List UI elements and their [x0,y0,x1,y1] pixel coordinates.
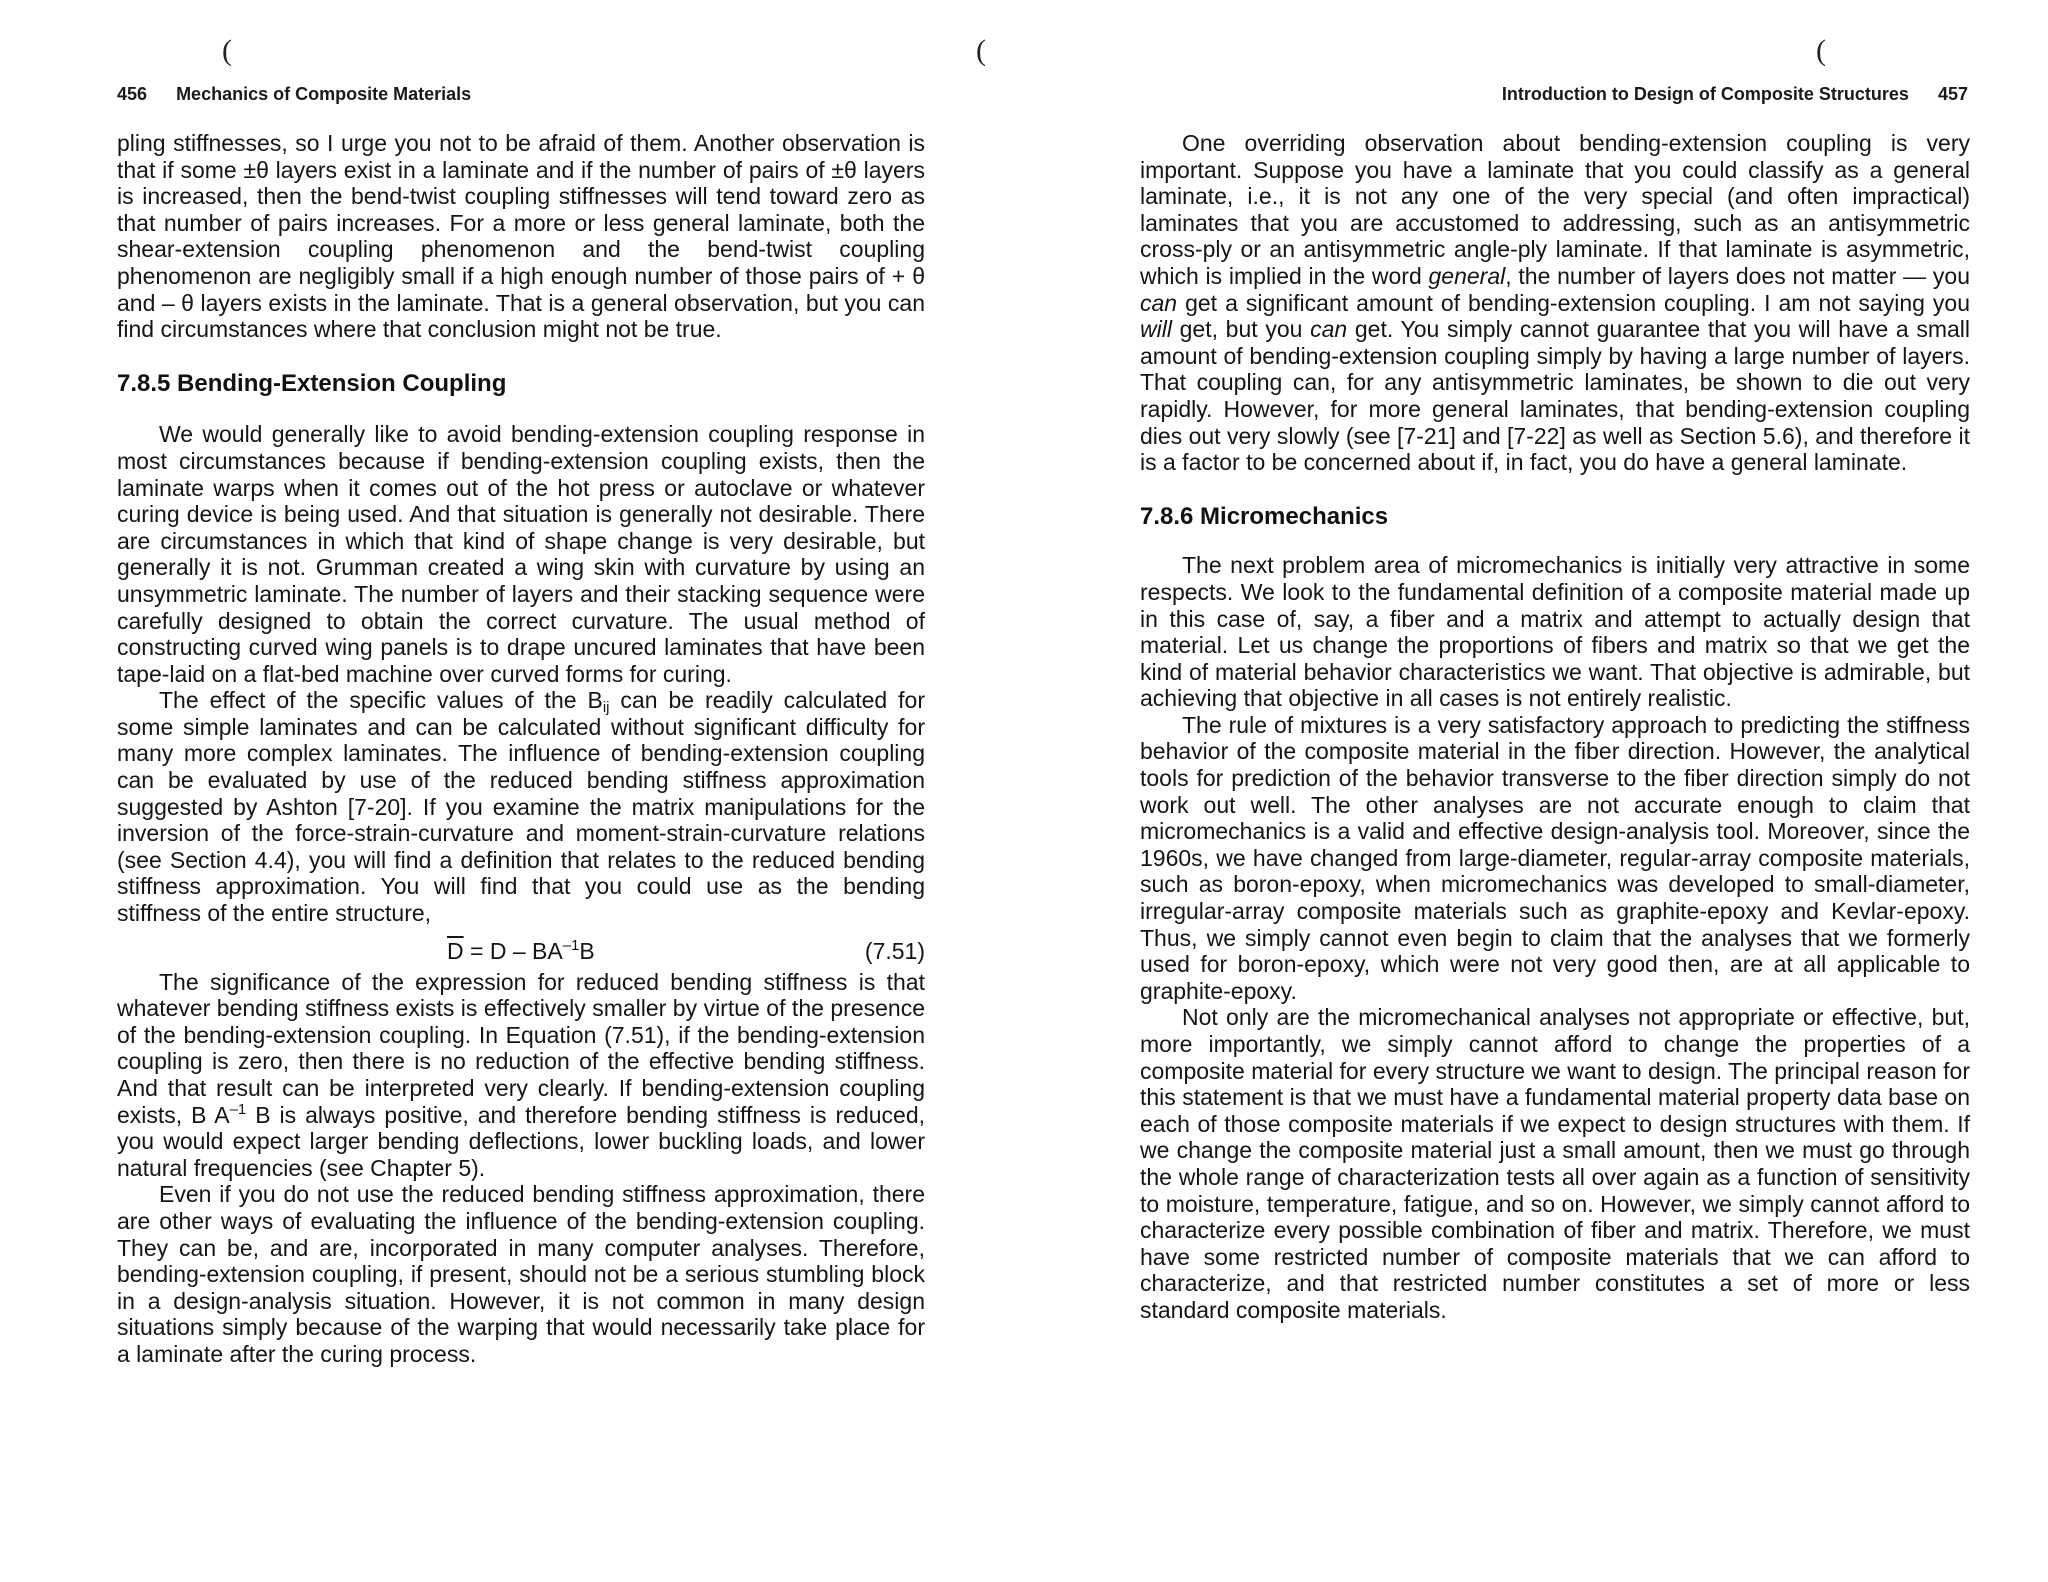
text-span: get, but you [1171,316,1311,343]
right-column [1140,130,1970,1324]
section-heading: 7.8.6 Micromechanics [1140,502,1389,530]
paragraph: Even if you do not use the reduced bending stiffness approximation, there are other ways of evaluating the influence of the bending-extension coupling. They can be, and are, incorporated in many computer analyses. Therefore, bending-extension coupling, if present, should not be a serious stumbling block in a design-analysis situation. However, it is not common in many design situations simply because of the warping that would necessarily take place for a laminate after the curing process. [117,1181,925,1367]
paragraph: We would generally like to avoid bending-extension coupling response in most circumstances because if bending-extension coupling exists, then the laminate warps when it comes out of the hot press or autoclave or whatever curing device is being used. And that situation is generally not desirable. There are circumstances in which that kind of shape change is very desirable, but generally it is not. Grumman created a wing skin with curvature by using an unsymmetric laminate. The number of layers and their stacking sequence were carefully designed to obtain the correct curvature. The usual method of constructing curved wing panels is to drape uncured laminates that have been tape-laid on a flat-bed machine over curved forms for curing. [117,421,925,687]
paragraph [117,969,925,1182]
equation-number: (7.51) [864,937,925,964]
equation-end: B [579,937,595,964]
subscript: ij [602,699,610,717]
paragraph: Not only are the micromechanical analyses not appropriate or effective, but, more importantly, we simply cannot afford to change the properties of a composite material for every structure we want to design. The principal reason for this statement is that we must have a fundamental material property data base on each of those composite materials if we expect to design structures with them. If we change the composite material just a small amount, then we must go through the whole range of characterization tests all over again as a function of sensitivity to moisture, temperature, fatigue, and so on. However, we simply cannot afford to characterize every possible combination of fiber and matrix. Therefore, we must have some restricted number of composite materials that we can afford to characterize, and that restricted number constitutes a set of more or less standard composite materials. [1140,1004,1970,1323]
running-title: Mechanics of Composite Materials [176,84,472,104]
text-span: get. You simply cannot guarantee that you will have a small amount of bending-extension coupling simply by having a large number of layers. That coupling can, for any antisymmetric laminates, be shown to die out very rapidly. However, for more general laminates, that bending-extension coupling dies out very slowly (see [7-21] and [7-22] as well as Section 5.6), and therefore it is a factor to be concerned about if, in fact, you do have a general laminate. [1140,316,1971,476]
text-span: The effect of the specific values of the B [159,687,603,714]
page-number: 457 [1937,84,1968,104]
text-span: One overriding observation about bending-extension coupling is very important. Suppose you have a laminate that you could classify as a general laminate, i.e., it is not any one of the very special (and often impractical) laminates that you are accustomed to addressing, such as an antisymmetric cross-ply or an antisymmetric angle-ply laminate. If that laminate is asymmetric, which is implied in the word [1140,130,1970,289]
emphasis: can [1310,316,1348,343]
running-head-left [117,84,471,105]
running-head-right [1502,84,1968,105]
superscript: –1 [562,936,580,954]
page-number: 456 [117,84,148,104]
text-span: get a significant amount of bending-extension coupling. I am not saying you [1177,289,1970,316]
right-page [976,0,2048,1582]
emphasis: general [1428,262,1506,289]
text-span: The significance of the expression for reduced bending stiffness is that whatever bending stiffness exists is effectively smaller by virtue of the presence of the bending-extension coupling. In Equation (7.51), if the bending-extension coupling is zero, then there is no reduction of the effective bending stiffness. And that result can be interpreted very clearly. If bending-extension coupling exists, B A [117,968,925,1128]
equation-lhs: $\overline{D}$ [447,937,464,964]
margin-parenthesis: ( [1816,34,1826,67]
running-title: Introduction to Design of Composite Structures [1501,84,1909,104]
paragraph: pling stiffnesses, so I urge you not to be afraid of them. Another observation is that if some ±θ layers exist in a laminate and if the number of pairs of ±θ layers is increased, then the bend-twist coupling stiffnesses will tend toward zero as that number of pairs increases. For a more or less general laminate, both the shear-extension coupling phenomenon and the bend-twist coupling phenomenon are negligibly small if a high enough number of those pairs of + θ and – θ layers exists in the laminate. That is a general observation, but you can find circumstances where that conclusion might not be true. [117,130,925,343]
paragraph [117,687,925,926]
paragraph: The next problem area of micromechanics is initially very attractive in some respects. We look to the fundamental definition of a composite material made up in this case of, say, a fiber and a matrix and attempt to actually design that material. Let us change the proportions of fibers and matrix so that we get the kind of material behavior characteristics we want. That objective is admirable, but achieving that objective in all cases is not entirely realistic. [1140,552,1970,712]
paragraph: The rule of mixtures is a very satisfactory approach to predicting the stiffness behavior of the composite material in the fiber direction. However, the analytical tools for prediction of the behavior transverse to the fiber direction simply do not work out well. The other analyses are not accurate enough to claim that micromechanics is a valid and effective design-analysis tool. Moreover, since the 1960s, we have changed from large-diameter, regular-array composite materials, such as boron-epoxy, when micromechanics was developed to small-diameter, irregular-array composite materials such as graphite-epoxy and Kevlar-epoxy. Thus, we simply cannot even begin to claim that the analyses that we formerly used for boron-epoxy, which were not very good then, are at all applicable to graphite-epoxy. [1140,711,1970,1004]
paragraph [1140,130,1970,476]
text-span: , the number of layers does not matter — you [1505,262,1970,289]
emphasis: will [1140,316,1172,343]
emphasis: can [1140,289,1178,316]
section-heading: 7.8.5 Bending-Extension Coupling [117,369,507,397]
text-span: can be readily calculated for some simple laminates and can be calculated without significant difficulty for many more complex laminates. The influence of bending-extension coupling can be evaluated by use of the reduced bending stiffness approximation suggested by Ashton [7-20]. If you examine the matrix manipulations for the inversion of the force-strain-curvature and moment-strain-curvature relations (see Section 4.4), you will find a definition that relates to the reduced bending stiffness approximation. You will find that you could use as the bending stiffness of the entire structure, [117,687,926,927]
margin-parenthesis: ( [222,34,232,67]
superscript: –1 [229,1100,247,1118]
equation-expression [447,933,595,969]
text-span: B is always positive, and therefore bending stiffness is reduced, you would expect larger bending deflections, lower buckling loads, and lower natural frequencies (see Chapter 5). [117,1101,926,1181]
equation [117,933,925,969]
margin-parenthesis: ( [976,34,986,67]
left-column [117,130,925,1368]
equation-middle: = D – BA [463,937,563,964]
